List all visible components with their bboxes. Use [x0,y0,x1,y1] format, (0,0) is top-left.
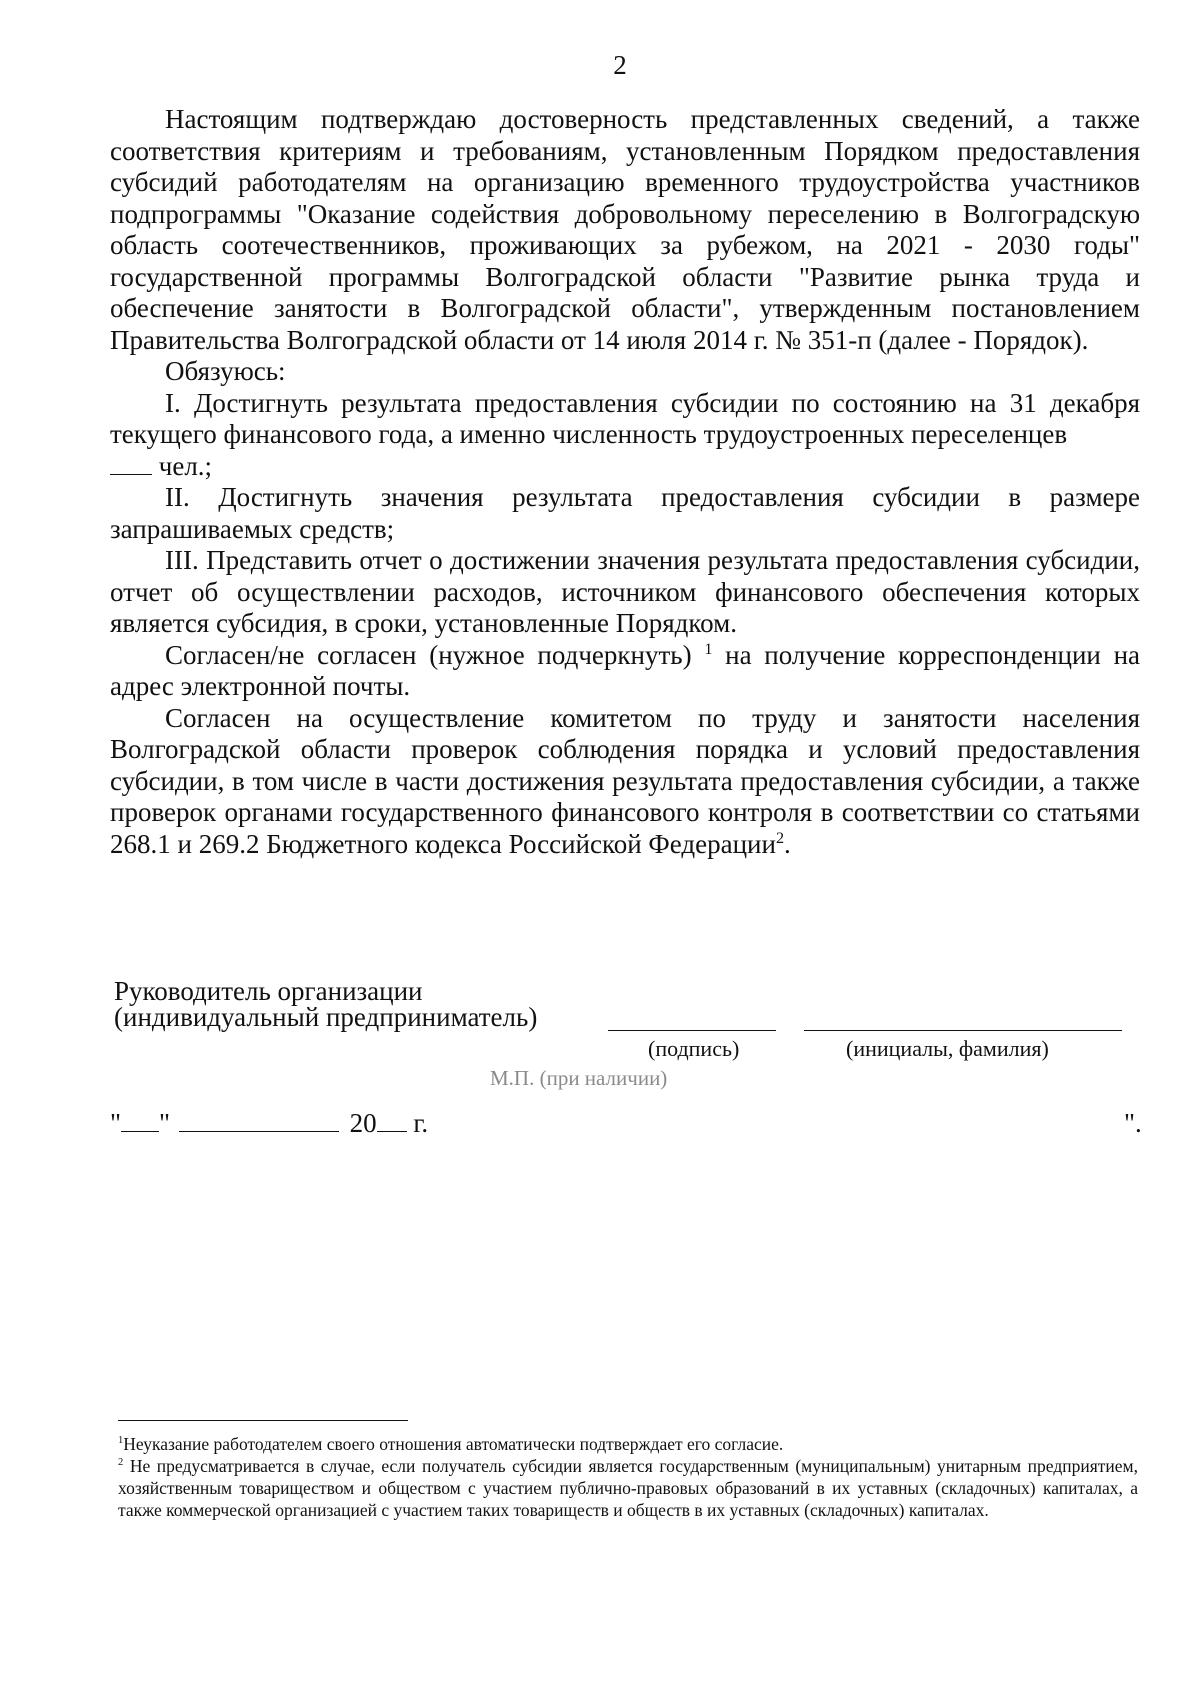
obligation-item-1-text: I. Достигнуть результата предоставления субсидии по состоянию на 31 декабря текущего финансового года, а именно численность трудоустроенных переселенцев [110,387,1140,449]
obligation-heading: Обязуюсь: [165,356,286,386]
footnote-ref-2: 2 [775,828,785,847]
footnotes [118,1433,1138,1521]
obligation-item-2: II. Достигнуть значения результата предоставления субсидии в размере запрашиваемых средств; [110,482,1140,544]
stamp-placeholder: М.П. (при наличии) [490,1066,668,1090]
date-row [110,1108,428,1139]
page-number: 2 [613,50,627,80]
count-blank [110,473,152,475]
inspection-consent-paragraph [110,703,1140,861]
document-body [110,104,1140,860]
email-consent-paragraph [110,640,1140,703]
footnote-1-mark: 1 [118,1435,124,1447]
email-consent-text-a: Согласен/не согласен (нужное подчеркнуть) [165,639,692,670]
obligation-item-1 [110,388,1140,451]
obligation-item-1-tail-row [110,451,1140,483]
signature-line [608,1030,776,1031]
month-blank [179,1130,339,1132]
day-blank [121,1130,159,1132]
year-blank [377,1130,407,1132]
name-line [804,1030,1122,1031]
name-caption: (инициалы, фамилия) [846,1036,1049,1061]
signature-caption: (подпись) [648,1036,740,1061]
inspection-consent-text: Согласен на осуществление комитетом по труду и занятости населения Волгоградской области проверок соблюдения порядка и условий предоставления субсидии, в том числе в части достижения результата предоставления субсидии, а также проверок органами государственного финансового контроля в соответствии со статьями 268.1 и 269.2 Бюджетного кодекса Российской Федерации [110,702,1140,859]
head-label-line2: (индивидуальный предприниматель) [114,1002,538,1032]
footnote-1-text: Неуказание работодателем своего отношения автоматически подтверждает его согласие. [123,1434,784,1454]
footnote-ref-1: 1 [704,639,713,658]
footnote-2-text: Не предусматривается в случае, если получатель субсидии является государственным (муниципальным) унитарным предприятием, хозяйственным товариществом и обществом с участием публично-правовых образований в их уставных (складочных) капиталах, а также коммерческой организацией с участием таких товариществ и обществ в их уставных (складочных) капиталах. [118,1456,1138,1520]
inspection-consent-end: . [784,828,791,859]
obligation-item-3: III. Представить отчет о достижении значения результата предоставления субсидии, отчет об осуществлении расходов, источником финансового обеспечения которых является субсидия, в сроки, установленные Порядком. [110,545,1140,638]
obligation-item-1-tail: чел.; [158,450,213,481]
closing-quote: ". [1124,1108,1142,1138]
year-prefix: 20 [349,1108,377,1138]
footnote-2-mark: 2 [118,1457,124,1469]
footnote-1 [118,1433,1138,1455]
date-open-quote: " [110,1108,122,1138]
date-close-quote: " [159,1108,171,1138]
email-consent-text-b: на получение корреспонденции на адрес электронной почты. [110,639,1141,701]
confirmation-paragraph: Настоящим подтверждаю достоверность представленных сведений, а также соответствия критериям и требованиям, установленным Порядком предоставления субсидий работодателям на организацию временного трудоустройства участников подпрограммы "Оказание содействия добровольному переселению в Волгоградскую область соотечественников, проживающих за рубежом, на 2021 - 2030 годы" государственной программы Волгоградской области "Развитие рынка труда и обеспечение занятости в Волгоградской области", утвержденным постановлением Правительства Волгоградской области от 14 июля 2014 г. № 351-п (далее - Порядок). [110,104,1140,355]
footnote-2 [118,1455,1138,1521]
year-suffix: г. [413,1108,429,1138]
head-label-line1: Руководитель организации [114,976,423,1006]
footnote-separator [118,1420,408,1421]
